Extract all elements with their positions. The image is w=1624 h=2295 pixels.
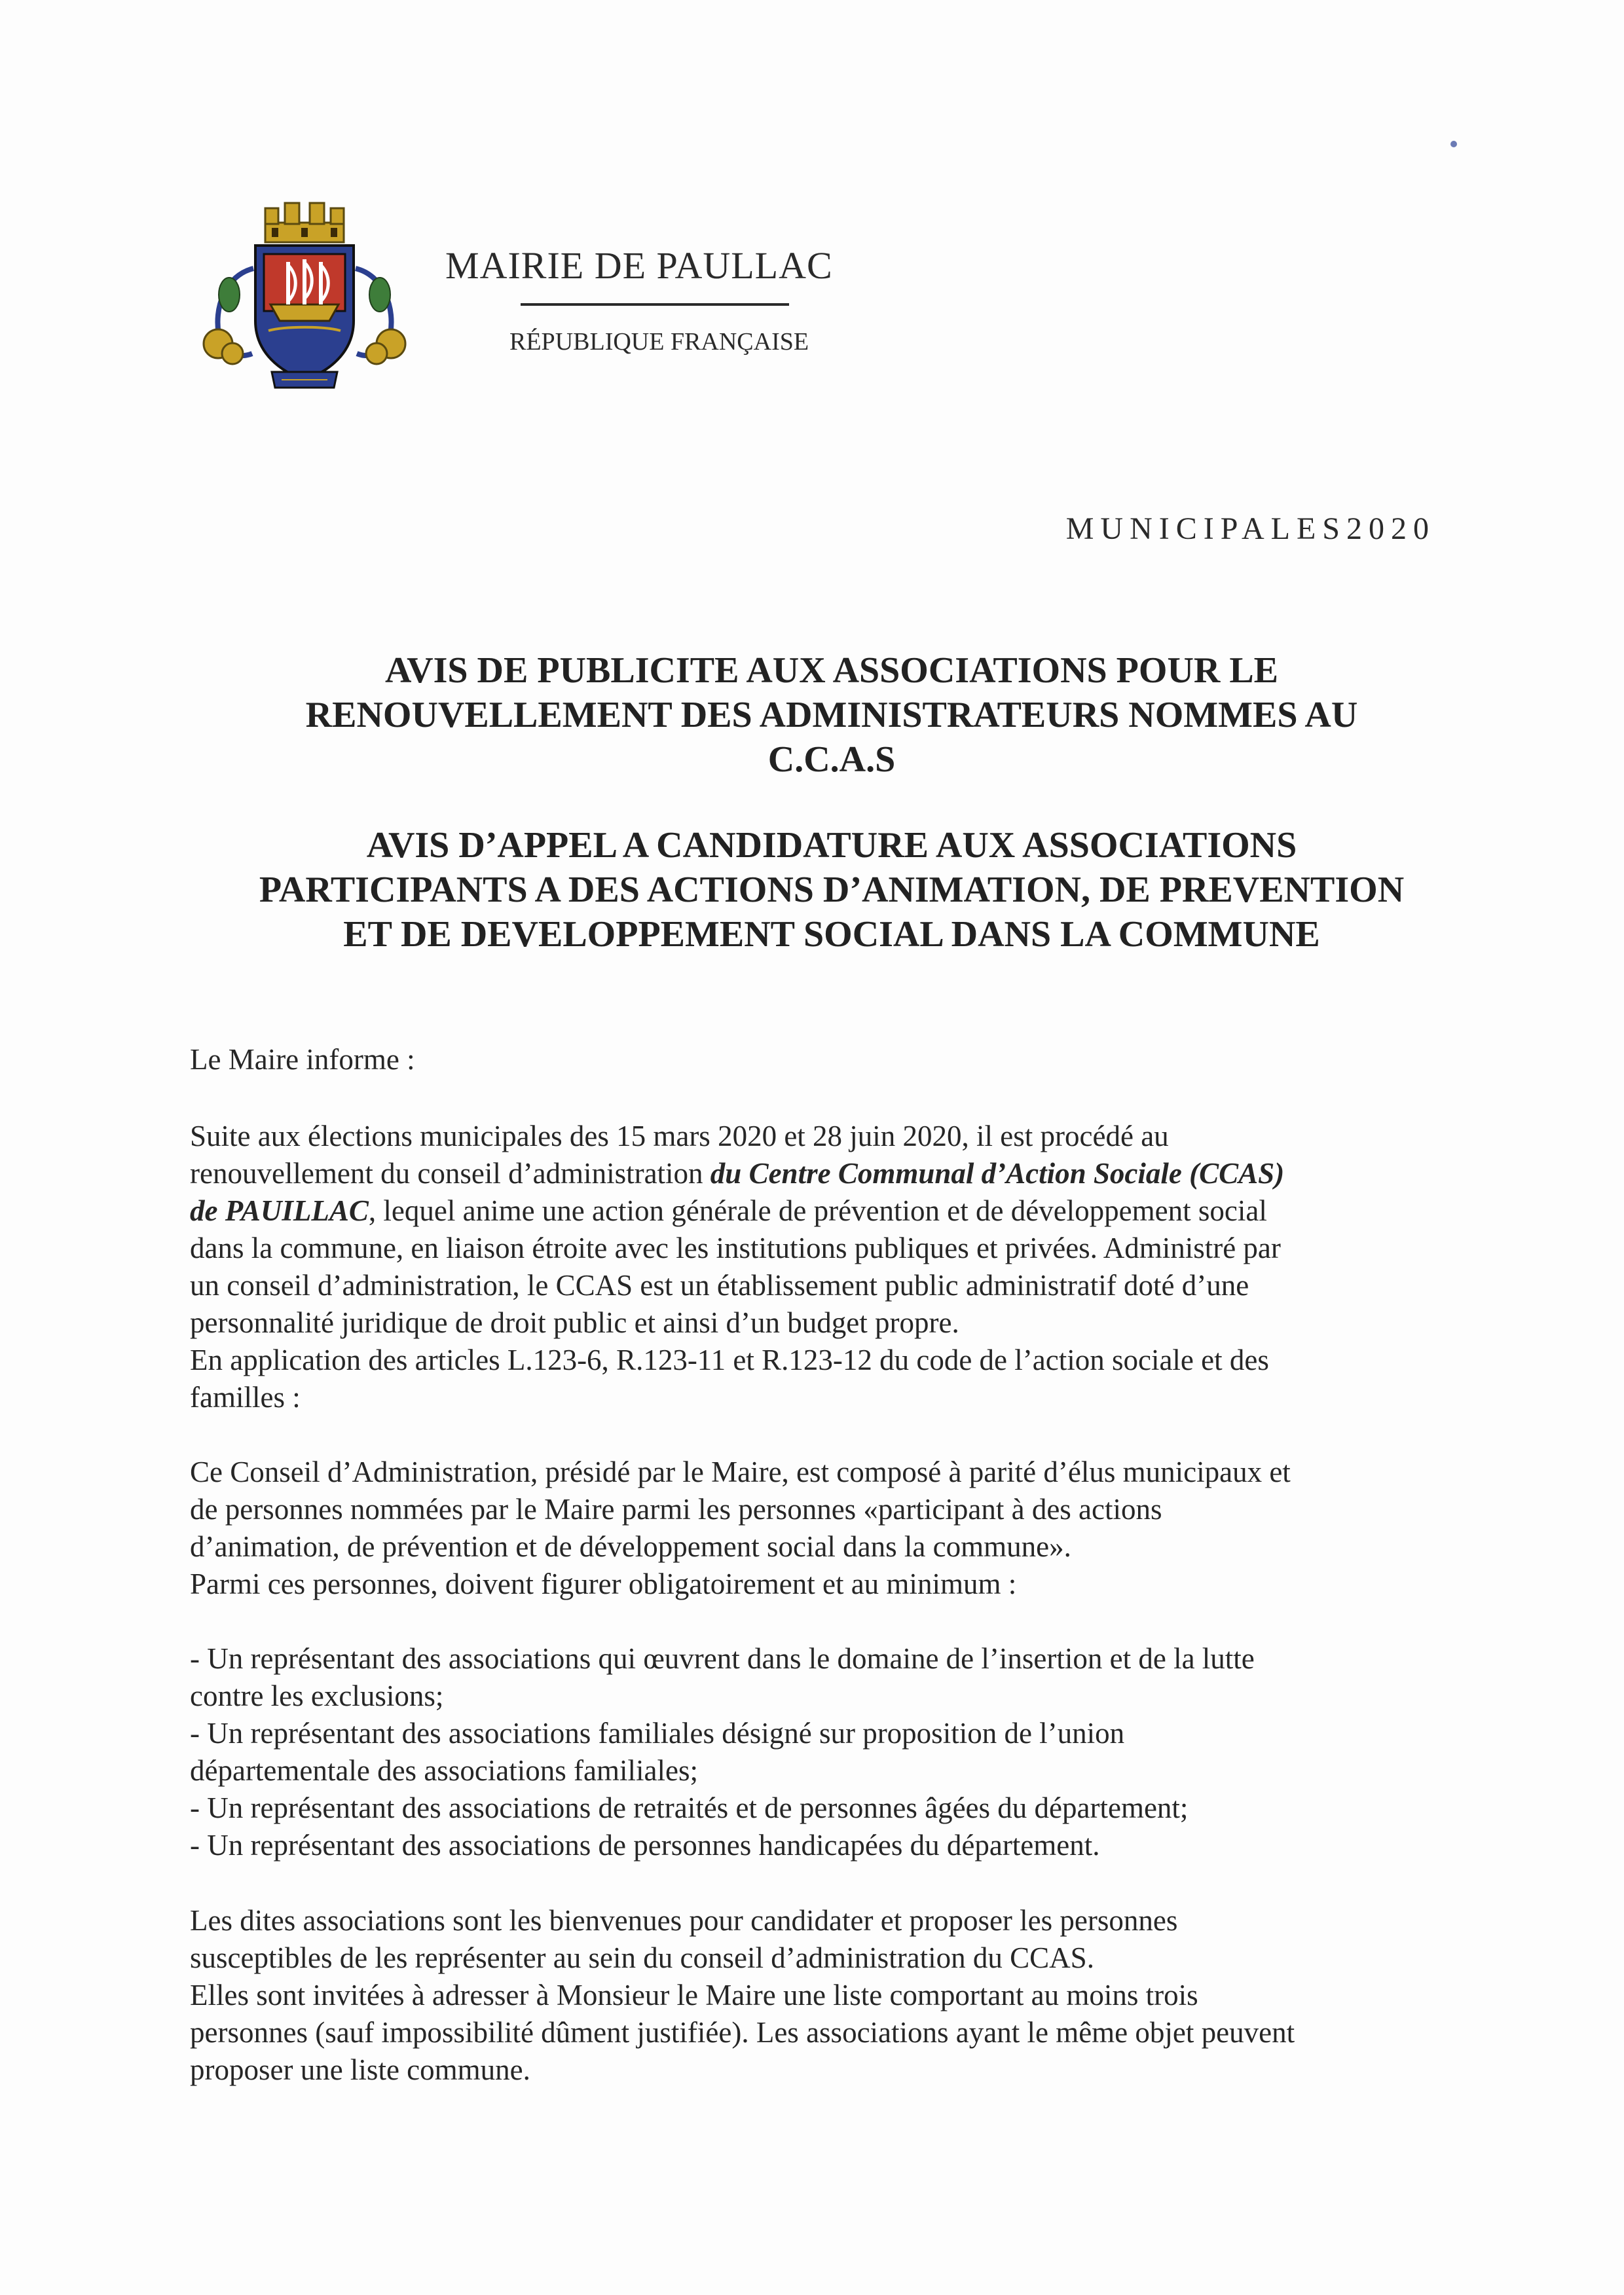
crown-icon bbox=[265, 203, 344, 242]
representatives-list bbox=[190, 1640, 1434, 1864]
title-line: PARTICIPANTS A DES ACTIONS D’ANIMATION, DE PREVENTION bbox=[259, 870, 1405, 910]
scan-speck bbox=[1450, 141, 1457, 147]
vine-ornament-left-icon bbox=[204, 268, 253, 364]
ribbon-icon bbox=[272, 372, 337, 388]
list-item: - Un représentant des associations de personnes handicapées du département. bbox=[190, 1829, 1100, 1862]
text-line: personnes (sauf impossibilité dûment justifiée). Les associations ayant le même objet peuvent bbox=[190, 2016, 1295, 2049]
text-line: d’animation, de prévention et de développement social dans la commune». bbox=[190, 1530, 1071, 1563]
text-line: Les dites associations sont les bienvenues pour candidater et proposer les personnes bbox=[190, 1904, 1178, 1937]
title-line: C.C.A.S bbox=[767, 739, 896, 780]
list-item: - Un représentant des associations de retraités et de personnes âgées du département; bbox=[190, 1791, 1189, 1824]
text-line: dans la commune, en liaison étroite avec les institutions publiques et privées. Administré par bbox=[190, 1232, 1281, 1264]
republique-subtitle: RÉPUBLIQUE FRANÇAISE bbox=[509, 328, 809, 356]
text-line: Elles sont invitées à adresser à Monsieur le Maire une liste comportant au moins trois bbox=[190, 1979, 1198, 2011]
vine-ornament-right-icon bbox=[356, 268, 405, 364]
text-line: de personnes nommées par le Maire parmi les personnes «participant à des actions bbox=[190, 1493, 1162, 1526]
text-line: Suite aux élections municipales des 15 mars 2020 et 28 juin 2020, il est procédé au bbox=[190, 1120, 1169, 1152]
ccas-name-emphasis: du Centre Communal d’Action Sociale (CCAS) bbox=[710, 1157, 1285, 1190]
shield-icon bbox=[255, 246, 354, 380]
town-name-emphasis: de PAUILLAC bbox=[190, 1194, 369, 1227]
call-for-candidates-title bbox=[157, 823, 1506, 957]
title-line: ET DE DEVELOPPEMENT SOCIAL DANS LA COMMUNE bbox=[343, 914, 1320, 955]
text-line: familles : bbox=[190, 1381, 301, 1414]
pauillac-coat-of-arms-logo bbox=[193, 196, 416, 399]
text-fragment: renouvellement du conseil d’administration bbox=[190, 1157, 710, 1190]
text-line bbox=[190, 1155, 1434, 1192]
mairie-title: MAIRIE DE PAULLAC bbox=[445, 244, 833, 287]
text-line: Parmi ces personnes, doivent figurer obligatoirement et au minimum : bbox=[190, 1568, 1017, 1600]
intro-line bbox=[190, 1041, 1434, 1078]
publicity-notice-title bbox=[157, 648, 1506, 782]
title-line: RENOUVELLEMENT DES ADMINISTRATEURS NOMMES AU bbox=[305, 695, 1358, 735]
title-line: AVIS DE PUBLICITE AUX ASSOCIATIONS POUR LE bbox=[384, 650, 1279, 691]
list-item: contre les exclusions; bbox=[190, 1680, 444, 1712]
text-line: En application des articles L.123-6, R.123-11 et R.123-12 du code de l’action sociale et des bbox=[190, 1344, 1269, 1376]
title-line: AVIS D’APPEL A CANDIDATURE AUX ASSOCIATIONS bbox=[366, 825, 1297, 866]
list-item: départementale des associations familiales; bbox=[190, 1754, 698, 1787]
paragraph-context bbox=[190, 1118, 1434, 1416]
text-line: personnalité juridique de droit public et ainsi d’un budget propre. bbox=[190, 1306, 959, 1339]
text-line: proposer une liste commune. bbox=[190, 2053, 530, 2086]
list-item: - Un représentant des associations familiales désigné sur proposition de l’union bbox=[190, 1717, 1125, 1750]
list-item: - Un représentant des associations qui œuvrent dans le domaine de l’insertion et de la lutte bbox=[190, 1642, 1255, 1675]
text-line: un conseil d’administration, le CCAS est un établissement public administratif doté d’une bbox=[190, 1269, 1249, 1302]
election-tag: MUNICIPALES2020 bbox=[1065, 511, 1435, 546]
paragraph-invitation bbox=[190, 1902, 1434, 2089]
paragraph-composition bbox=[190, 1454, 1434, 1603]
text-line: susceptibles de les représenter au sein du conseil d’administration du CCAS. bbox=[190, 1941, 1094, 1974]
header-divider bbox=[521, 303, 789, 306]
text-fragment: , lequel anime une action générale de prévention et de développement social bbox=[368, 1194, 1267, 1227]
text-line bbox=[190, 1192, 1434, 1230]
text-line: Le Maire informe : bbox=[190, 1043, 415, 1076]
text-line: Ce Conseil d’Administration, présidé par le Maire, est composé à parité d’élus municipaux et bbox=[190, 1456, 1291, 1488]
